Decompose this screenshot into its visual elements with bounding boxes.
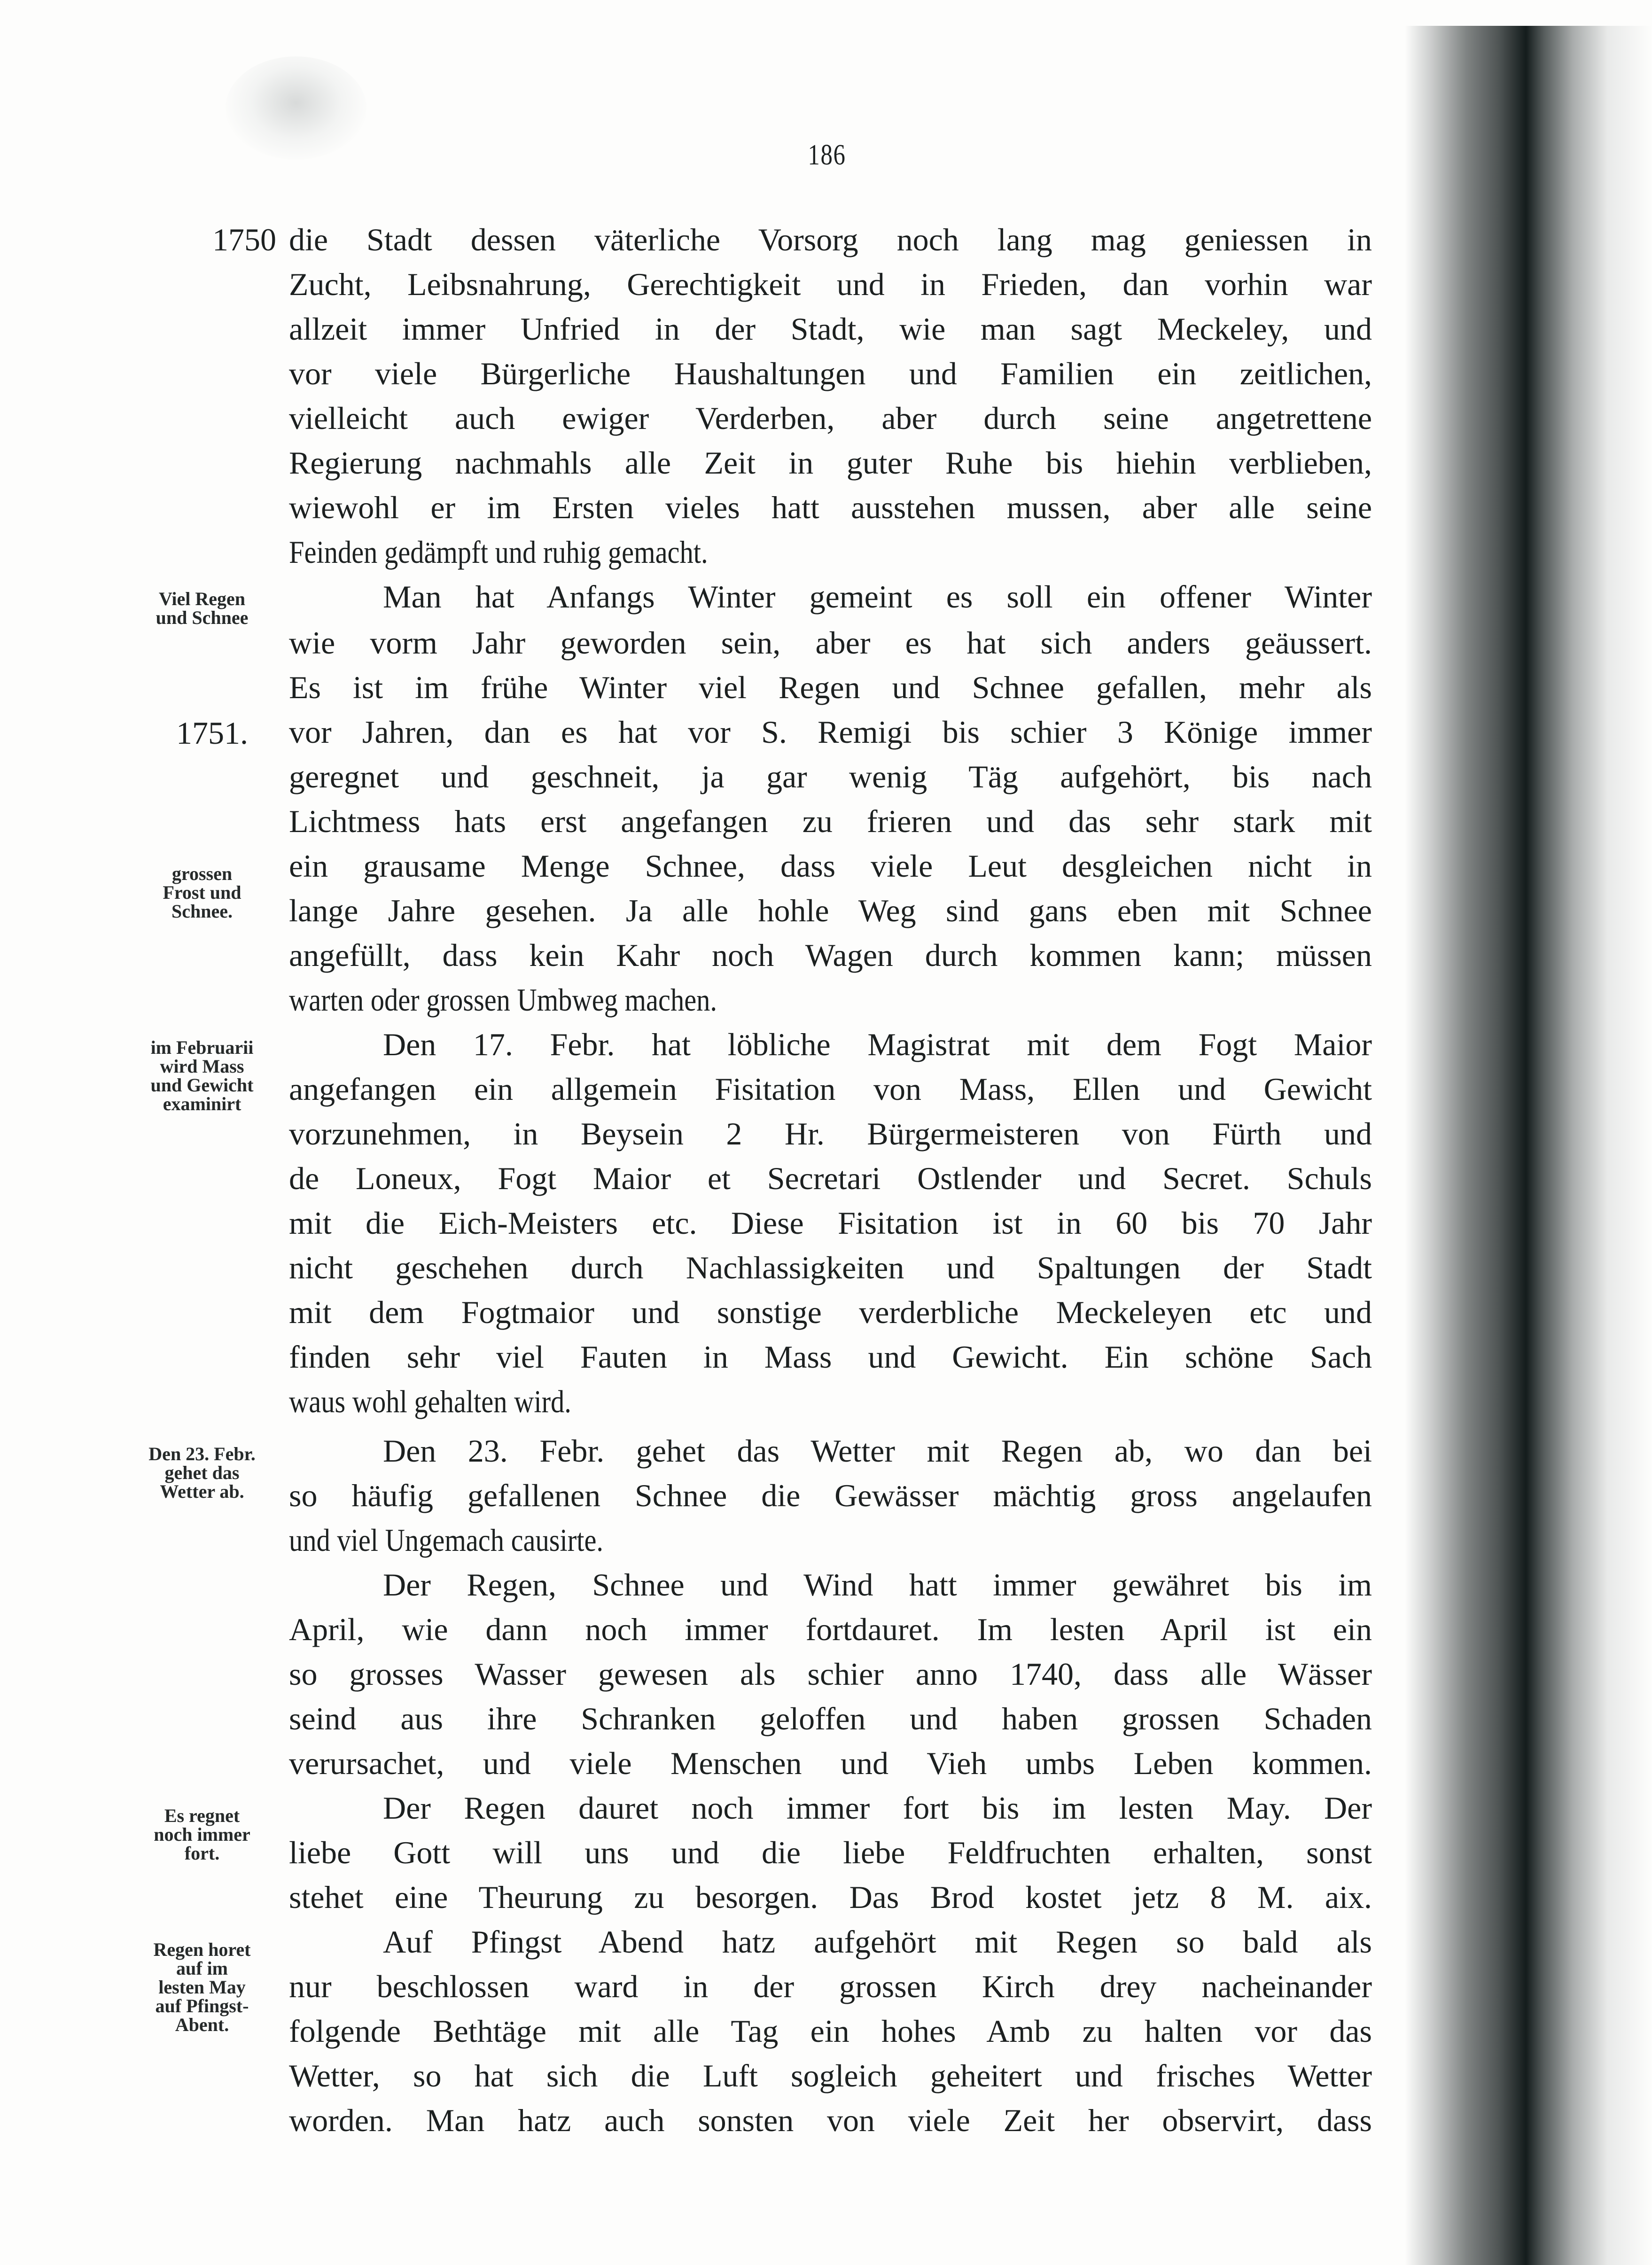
text-line: vor Jahren, dan es hat vor S. Remigi bis schier 3 Könige immer — [289, 714, 1372, 750]
text-line: wie vorm Jahr geworden sein, aber es hat sich anders geäussert. — [289, 625, 1372, 661]
text-line: lange Jahre gesehen. Ja alle hohle Weg sind gans eben mit Schnee — [289, 893, 1372, 928]
paragraph-start-line: Auf Pfingst Abend hatz aufgehört mit Regen so bald als — [383, 1924, 1372, 1960]
text-line: nicht geschehen durch Nachlassigkeiten und Spaltungen der Stadt — [289, 1250, 1372, 1285]
text-line: vorzunehmen, in Beysein 2 Hr. Bürgermeisteren von Fürth und — [289, 1116, 1372, 1152]
text-line: die Stadt dessen väterliche Vorsorg noch lang mag geniessen in — [289, 222, 1372, 257]
text-line: wiewohl er im Ersten vieles hatt ausstehen mussen, aber alle seine — [289, 490, 1372, 525]
text-line: de Loneux, Fogt Maior et Secretari Ostlender und Secret. Schuls — [289, 1160, 1372, 1196]
text-line: finden sehr viel Fauten in Mass und Gewicht. Ein schöne Sach — [289, 1339, 1372, 1375]
margin-note-es-regnet: Es regnet noch immer fort. — [154, 1805, 250, 1864]
text-line: warten oder grossen Umbweg machen. — [289, 982, 717, 1018]
text-line: Es ist im frühe Winter viel Regen und Schnee gefallen, mehr als — [289, 669, 1372, 705]
text-line: geregnet und geschneit, ja gar wenig Täg aufgehört, bis nach — [289, 759, 1372, 794]
margin-note-grossen-frost: grossen Frost und Schnee. — [163, 863, 242, 922]
year-marker-1751: 1751. — [176, 715, 248, 751]
text-line: angefüllt, dass kein Kahr noch Wagen durch kommen kann; müssen — [289, 937, 1372, 973]
margin-note-regen-horet: Regen horet auf im lesten May auf Pfingst- Abent. — [153, 1939, 251, 2035]
paragraph-start-line: Den 17. Febr. hat löbliche Magistrat mit dem Fogt Maior — [383, 1027, 1372, 1062]
text-line: verursachet, und viele Menschen und Vieh umbs Leben kommen. — [289, 1745, 1372, 1781]
text-line: mit dem Fogtmaior und sonstige verderbliche Meckeleyen etc und — [289, 1294, 1372, 1330]
text-line: stehet eine Theurung zu besorgen. Das Brod kostet jetz 8 M. aix. — [289, 1879, 1372, 1915]
paragraph-start-line: Man hat Anfangs Winter gemeint es soll ein offener Winter — [383, 579, 1372, 615]
text-line: Feinden gedämpft und ruhig gemacht. — [289, 534, 708, 570]
text-line: vor viele Bürgerliche Haushaltungen und Familien ein zeitlichen, — [289, 356, 1372, 391]
text-line: Lichtmess hats erst angefangen zu frieren und das sehr stark mit — [289, 803, 1372, 839]
book-binding-shadow — [1405, 26, 1652, 2265]
text-line: ein grausame Menge Schnee, dass viele Leut desgleichen nicht in — [289, 848, 1372, 884]
text-line: vielleicht auch ewiger Verderben, aber durch seine angetrettene — [289, 400, 1372, 436]
text-line: Regierung nachmahls alle Zeit in guter Ruhe bis hiehin verblieben, — [289, 445, 1372, 481]
text-line: folgende Bethtäge mit alle Tag ein hohes Amb zu halten vor das — [289, 2013, 1372, 2049]
margin-note-den-23-febr: Den 23. Febr. gehet das Wetter ab. — [148, 1443, 256, 1502]
text-line: mit die Eich-Meisters etc. Diese Fisitation ist in 60 bis 70 Jahr — [289, 1205, 1372, 1241]
text-line: angefangen ein allgemein Fisitation von Mass, Ellen und Gewicht — [289, 1071, 1372, 1107]
text-line: waus wohl gehalten wird. — [289, 1384, 571, 1419]
paragraph-start-line: Den 23. Febr. gehet das Wetter mit Regen ab, wo dan bei — [383, 1433, 1372, 1469]
text-line: Zucht, Leibsnahrung, Gerechtigkeit und in Frieden, dan vorhin war — [289, 266, 1372, 302]
year-marker-1750: 1750 — [212, 222, 276, 257]
margin-note-viel-regen: Viel Regen und Schnee — [156, 588, 249, 628]
text-line: seind aus ihre Schranken geloffen und haben grossen Schaden — [289, 1701, 1372, 1736]
text-line: allzeit immer Unfried in der Stadt, wie man sagt Meckeley, und — [289, 311, 1372, 347]
paragraph-start-line: Der Regen, Schnee und Wind hatt immer gewähret bis im — [383, 1567, 1372, 1603]
text-line: worden. Man hatz auch sonsten von viele Zeit her observirt, dass — [289, 2102, 1372, 2138]
text-line: so grosses Wasser gewesen als schier anno 1740, dass alle Wässer — [289, 1656, 1372, 1692]
text-line: und viel Ungemach causirte. — [289, 1522, 604, 1558]
margin-note-februarii: im Februarii wird Mass und Gewicht examinirt — [150, 1037, 254, 1114]
text-line: so häufig gefallenen Schnee die Gewässer mächtig gross angelaufen — [289, 1478, 1372, 1513]
text-line: liebe Gott will uns und die liebe Feldfruchten erhalten, sonst — [289, 1835, 1372, 1870]
text-line: April, wie dann noch immer fortdauret. Im lesten April ist ein — [289, 1611, 1372, 1647]
paragraph-start-line: Der Regen dauret noch immer fort bis im lesten May. Der — [383, 1790, 1372, 1826]
text-line: Wetter, so hat sich die Luft sogleich geheitert und frisches Wetter — [289, 2058, 1372, 2094]
page-number: 186 — [808, 139, 846, 171]
text-line: nur beschlossen ward in der grossen Kirch drey nacheinander — [289, 1969, 1372, 2004]
